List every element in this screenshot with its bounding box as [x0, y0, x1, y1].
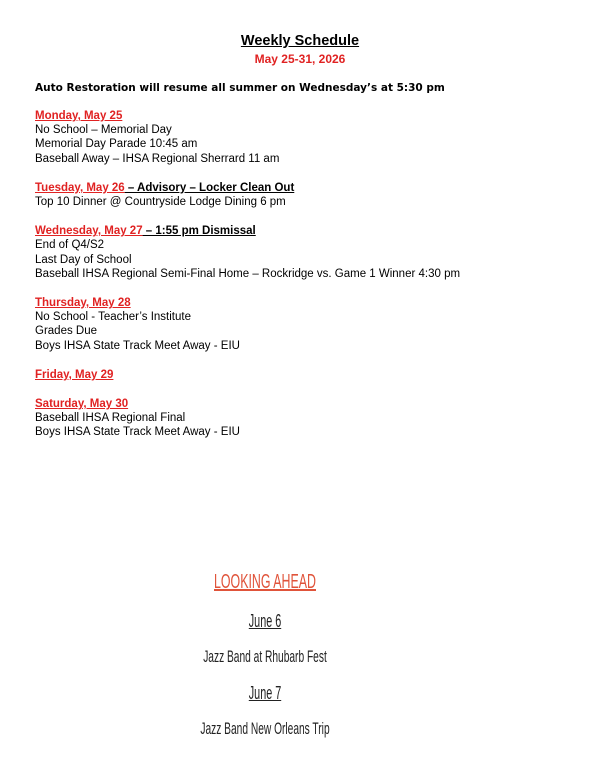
day-name: Wednesday, May 27	[35, 225, 143, 238]
day-name: Thursday, May 28	[35, 297, 131, 310]
day-name: Monday, May 25	[35, 110, 123, 122]
date-range: May 25-31, 2026	[254, 52, 346, 66]
day-name: Saturday, May 30	[35, 398, 129, 411]
looking-ahead-title: LOOKING AHEAD	[214, 571, 316, 593]
event-item: Last Day of School	[35, 253, 132, 266]
day-name: Tuesday, May 26	[35, 181, 125, 194]
day-saturday	[35, 397, 575, 440]
day-friday	[35, 368, 575, 382]
day-note: – 1:55 pm Dismissal	[142, 225, 256, 238]
event-item: No School - Teacher’s Institute	[35, 311, 191, 324]
event-item: No School – Memorial Day	[35, 124, 172, 137]
event-item: Memorial Day Parade 10:45 am	[35, 138, 198, 151]
day-heading	[35, 109, 575, 123]
event-item: Top 10 Dinner @ Countryside Lodge Dining 6 pm	[35, 196, 286, 209]
looking-ahead-item: Jazz Band at Rhubarb Fest	[203, 647, 327, 666]
day-note: – Advisory – Locker Clean Out	[124, 181, 295, 194]
event-item: Baseball IHSA Regional Semi-Final Home – Rockridge vs. Game 1 Winner 4:30 pm	[35, 267, 461, 280]
event-item: Boys IHSA State Track Meet Away - EIU	[35, 426, 240, 439]
looking-ahead-item: Jazz Band New Orleans Trip	[200, 719, 330, 738]
notice-text: Auto Restoration will resume all summer on Wednesday’s at 5:30 pm	[35, 82, 445, 94]
day-heading	[35, 397, 575, 411]
schedule-list	[35, 109, 575, 455]
looking-ahead-date: June 7	[248, 683, 282, 703]
event-item: Grades Due	[35, 325, 98, 338]
day-tuesday	[35, 181, 575, 209]
event-item: Baseball IHSA Regional Final	[35, 412, 186, 425]
event-item: Boys IHSA State Track Meet Away - EIU	[35, 339, 240, 352]
event-item: End of Q4/S2	[35, 239, 105, 252]
day-thursday	[35, 296, 575, 353]
day-monday	[35, 109, 575, 166]
day-name: Friday, May 29	[35, 368, 114, 381]
day-heading	[35, 368, 575, 382]
day-heading	[35, 224, 575, 238]
page-title: Weekly Schedule	[240, 33, 360, 49]
day-wednesday	[35, 224, 575, 281]
event-item: Baseball Away – IHSA Regional Sherrard 11 am	[35, 152, 280, 165]
day-heading	[35, 181, 575, 195]
day-heading	[35, 296, 575, 310]
looking-ahead-date: June 6	[248, 611, 282, 631]
